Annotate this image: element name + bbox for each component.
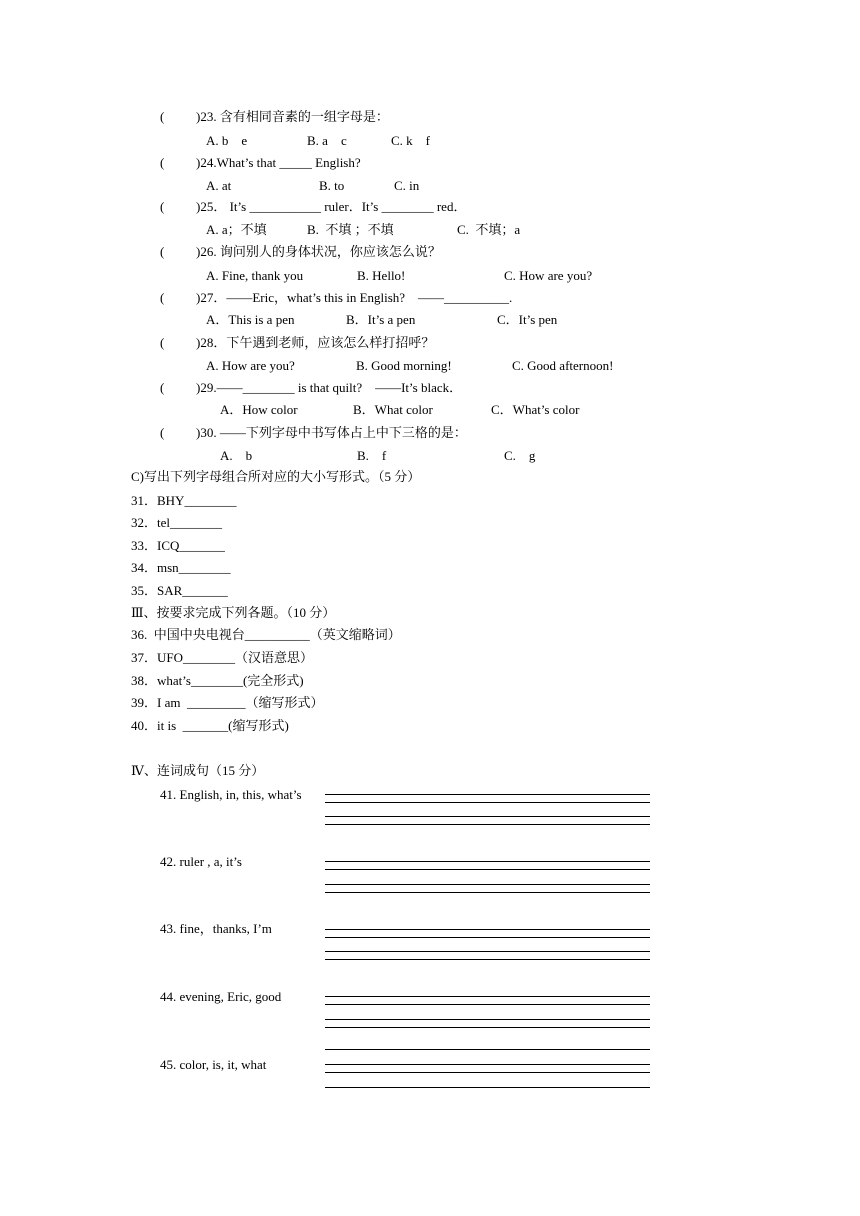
writing-line: [325, 1064, 650, 1065]
writing-line: [325, 1019, 650, 1020]
list-item: 38．what’s________(完全形式): [131, 673, 304, 688]
answer-paren: (: [160, 380, 165, 395]
writing-line: [325, 1049, 650, 1050]
answer-paren: (: [160, 199, 165, 214]
answer-paren: (: [160, 290, 165, 305]
option-b: B. f: [357, 448, 387, 463]
writing-line: [325, 937, 650, 938]
list-item: 37．UFO________（汉语意思）: [131, 650, 314, 665]
writing-line: [325, 959, 650, 960]
list-item: 39．I am _________（缩写形式）: [131, 695, 324, 710]
question-stem: )29.——________ is that quilt? ——It’s black．: [196, 380, 463, 395]
list-item: 43. fine，thanks, I’m: [160, 921, 272, 936]
option-a: A．This is a pen: [206, 312, 295, 327]
writing-line: [325, 929, 650, 930]
list-item: 33．ICQ_______: [131, 538, 225, 553]
answer-paren: (: [160, 155, 165, 170]
question-stem: )25． It’s ___________ ruler．It’s ________ red．: [196, 199, 467, 214]
section-title: Ⅲ、按要求完成下列各题。（10 分）: [131, 605, 336, 620]
option-a: A. Fine, thank you: [206, 268, 304, 283]
option-c: C. 不填；a: [457, 222, 521, 237]
writing-line: [325, 892, 650, 893]
option-c: C. g: [504, 448, 536, 463]
option-b: B．It’s a pen: [346, 312, 416, 327]
writing-line: [325, 824, 650, 825]
answer-paren: (: [160, 425, 165, 440]
option-c: C．It’s pen: [497, 312, 558, 327]
option-a: A. How are you?: [206, 358, 295, 373]
question-stem: )28．下午遇到老师，应该怎么样打招呼？: [196, 335, 435, 350]
list-item: 40．it is _______(缩写形式): [131, 718, 289, 733]
option-c: C. in: [394, 178, 420, 193]
option-b: B. a c: [307, 133, 347, 148]
list-item: 36. 中国中央电视台__________（英文缩略词）: [131, 627, 401, 642]
writing-line: [325, 1027, 650, 1028]
list-item: 31．BHY________: [131, 493, 237, 508]
writing-line: [325, 816, 650, 817]
question-stem: )27．——Eric，what’s this in English? ——__________.: [196, 290, 513, 305]
writing-line: [325, 1087, 650, 1088]
option-a: A. a；不填: [206, 222, 267, 237]
option-a: A．How color: [220, 402, 298, 417]
option-b: B．What color: [353, 402, 433, 417]
option-b: B. to: [319, 178, 345, 193]
writing-line: [325, 996, 650, 997]
list-item: 44. evening, Eric, good: [160, 989, 282, 1004]
option-a: A. b e: [206, 133, 248, 148]
list-item: 32．tel________: [131, 515, 222, 530]
list-item: 42. ruler , a, it’s: [160, 854, 242, 869]
section-title: Ⅳ、连词成句（15 分）: [131, 763, 265, 778]
option-b: B. Good morning!: [356, 358, 452, 373]
question-stem: )23. 含有相同音素的一组字母是：: [196, 109, 389, 124]
answer-paren: (: [160, 335, 165, 350]
option-c: C．What’s color: [491, 402, 580, 417]
option-b: B. 不填 ；不填: [307, 222, 394, 237]
option-a: A. at: [206, 178, 232, 193]
writing-line: [325, 802, 650, 803]
question-stem: )30. ——下列字母中书写体占上中下三格的是：: [196, 425, 467, 440]
option-b: B. Hello!: [357, 268, 406, 283]
writing-line: [325, 861, 650, 862]
list-item: 34．msn________: [131, 560, 231, 575]
writing-line: [325, 1072, 650, 1073]
option-c: C. k f: [391, 133, 430, 148]
writing-line: [325, 884, 650, 885]
list-item: 41. English, in, this, what’s: [160, 787, 302, 802]
writing-line: [325, 869, 650, 870]
question-stem: )24.What’s that _____ English?: [196, 155, 361, 170]
question-stem: )26. 询问别人的身体状况，你应该怎么说？: [196, 244, 441, 259]
list-item: 35．SAR_______: [131, 583, 228, 598]
writing-line: [325, 794, 650, 795]
option-c: C. Good afternoon!: [512, 358, 614, 373]
answer-paren: (: [160, 244, 165, 259]
section-title: C)写出下列字母组合所对应的大小写形式。（5 分）: [131, 469, 421, 484]
option-a: A. b: [220, 448, 253, 463]
list-item: 45. color, is, it, what: [160, 1057, 267, 1072]
answer-paren: (: [160, 109, 165, 124]
writing-line: [325, 951, 650, 952]
writing-line: [325, 1004, 650, 1005]
option-c: C. How are you?: [504, 268, 593, 283]
